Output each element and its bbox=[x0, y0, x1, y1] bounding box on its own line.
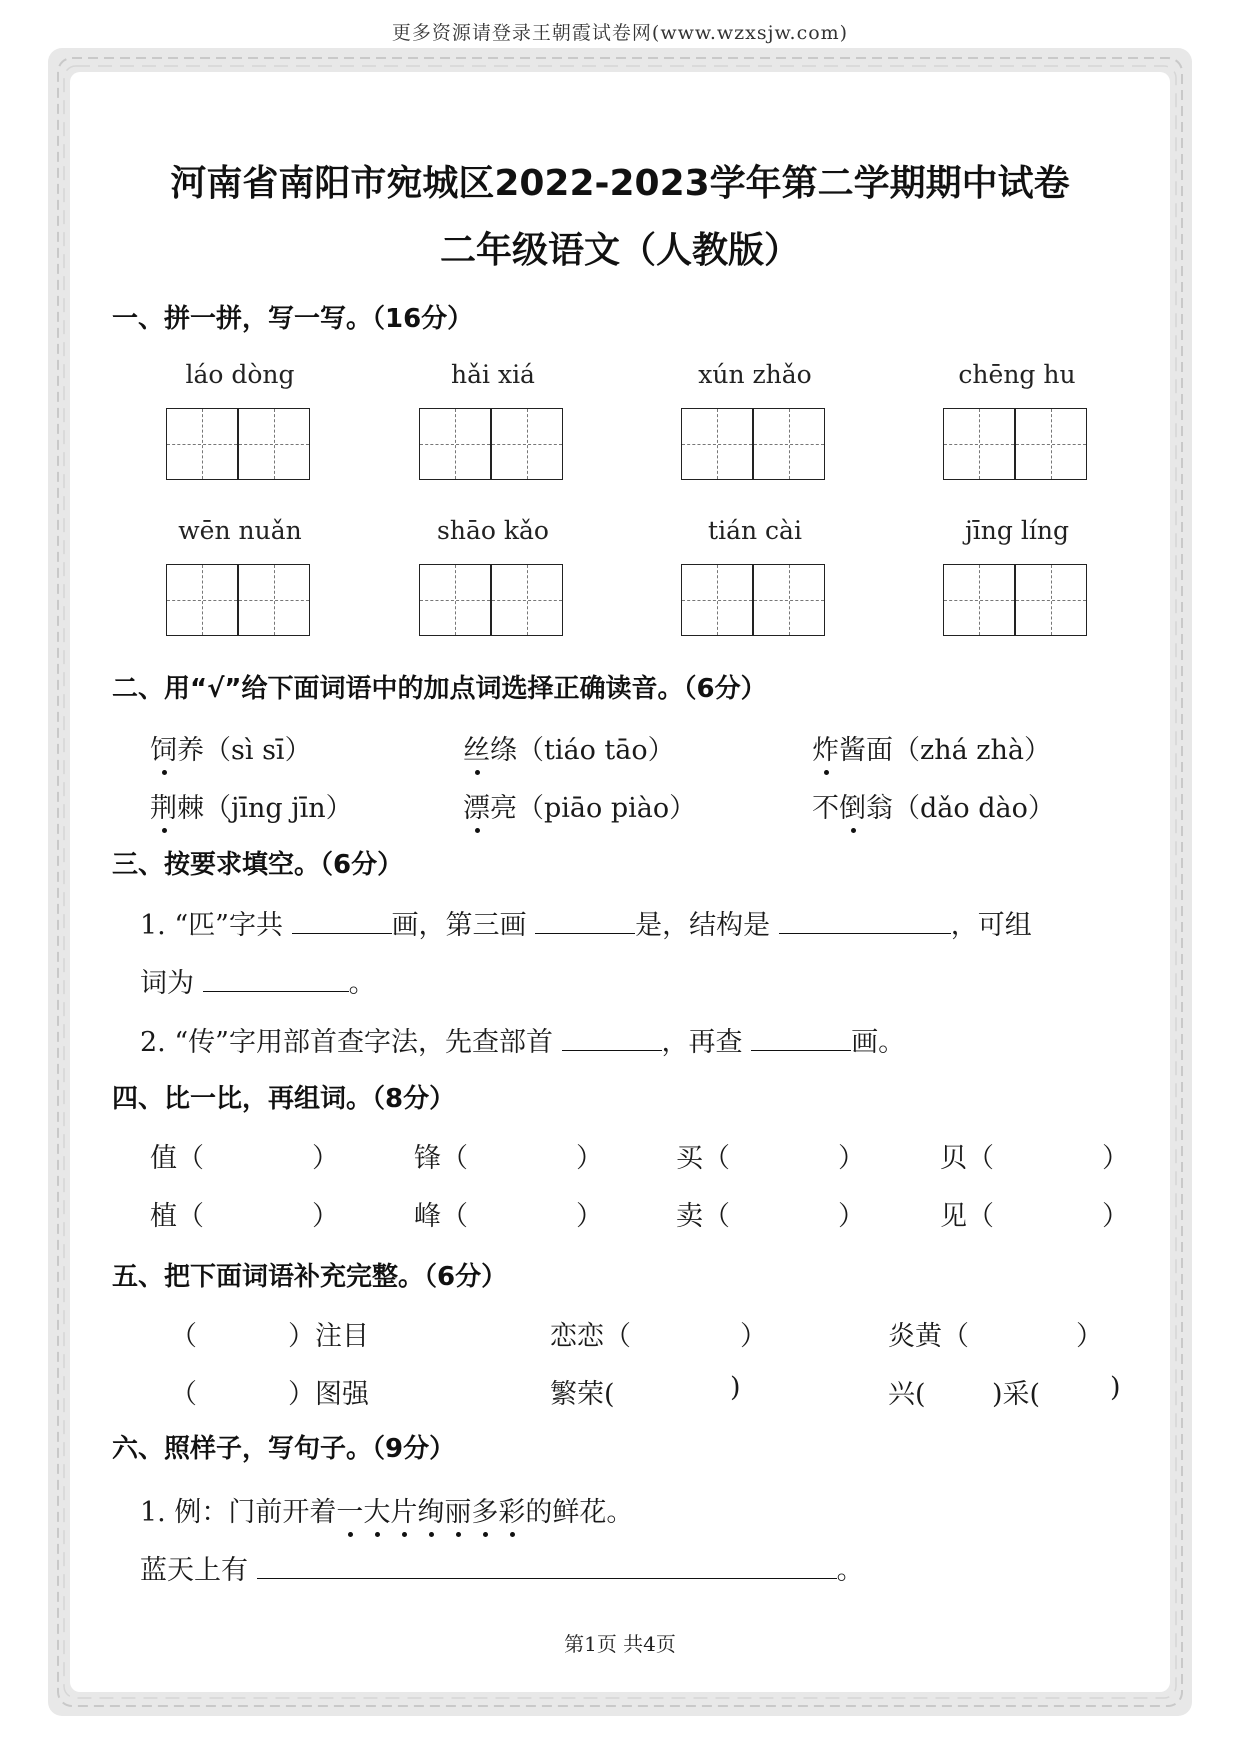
pinyin-label: jīng líng bbox=[965, 516, 1069, 545]
writing-grid[interactable] bbox=[419, 564, 565, 638]
compare-char: 值（ bbox=[150, 1143, 204, 1174]
compare-close: ） bbox=[312, 1143, 339, 1174]
exam-title: 河南省南阳市宛城区2022-2023学年第二学期期中试卷 bbox=[170, 163, 1070, 204]
sentence-prefix: 蓝天上有 bbox=[140, 1555, 248, 1586]
answer-blank[interactable] bbox=[203, 965, 349, 992]
dotted-char: 倒 bbox=[839, 786, 866, 825]
q1-text-c: 是，结构是 bbox=[635, 910, 771, 941]
answer-blank[interactable] bbox=[562, 1024, 662, 1051]
compare-item[interactable] bbox=[150, 1136, 204, 1175]
idiom-close: ) bbox=[1110, 1372, 1121, 1403]
dotted-char: 多 bbox=[471, 1490, 498, 1529]
idiom-text: ）图强 bbox=[288, 1379, 369, 1410]
compare-item[interactable] bbox=[414, 1194, 468, 1233]
pronunciation-options: 绦（tiáo tāo） bbox=[490, 735, 675, 766]
dotted-char: 漂 bbox=[463, 786, 490, 825]
writing-grid[interactable] bbox=[943, 564, 1089, 638]
example-suffix: 的鲜花。 bbox=[525, 1497, 634, 1528]
dotted-char: 彩 bbox=[498, 1490, 525, 1529]
dotted-char: 丝 bbox=[463, 728, 490, 767]
writing-grid[interactable] bbox=[681, 408, 827, 482]
site-banner: 更多资源请登录王朝霞试卷网(www.wzxsjw.com) bbox=[391, 22, 849, 44]
pinyin-label: wēn nuǎn bbox=[178, 516, 302, 545]
compare-item[interactable] bbox=[940, 1194, 994, 1233]
section2-heading: 二、用“√”给下面词语中的加点词选择正确读音。（6分） bbox=[112, 674, 767, 704]
answer-blank[interactable] bbox=[779, 907, 951, 934]
writing-grid[interactable] bbox=[681, 564, 827, 638]
pinyin-label: tián cài bbox=[708, 516, 802, 545]
exam-subtitle: 二年级语文（人教版） bbox=[439, 230, 800, 271]
q2-text-c: 画。 bbox=[851, 1027, 906, 1058]
compare-close: ） bbox=[838, 1201, 865, 1232]
fill-question-2 bbox=[140, 1020, 905, 1059]
q1-text-d: ，可组 bbox=[950, 910, 1032, 941]
dotted-char: 绚 bbox=[417, 1490, 444, 1529]
section3-heading: 三、按要求填空。（6分） bbox=[112, 850, 404, 880]
compare-char: 峰（ bbox=[414, 1201, 468, 1232]
answer-blank[interactable] bbox=[535, 907, 635, 934]
idiom-text[interactable]: 炎黄（ bbox=[888, 1321, 969, 1352]
pinyin-label: xún zhǎo bbox=[698, 360, 812, 389]
compare-item[interactable] bbox=[940, 1136, 994, 1175]
q1-text-a: 1. “匹”字共 bbox=[140, 910, 283, 941]
pinyin-label: hǎi xiá bbox=[451, 360, 535, 389]
pronunciation-options: 亮（piāo piào） bbox=[490, 793, 697, 824]
pronunciation-item[interactable] bbox=[150, 786, 353, 825]
section1-heading: 一、拼一拼，写一写。（16分） bbox=[112, 304, 474, 334]
compare-char: 锋（ bbox=[414, 1143, 468, 1174]
pronunciation-options: 棘（jīng jīn） bbox=[177, 793, 353, 824]
compare-item[interactable] bbox=[676, 1194, 730, 1233]
pronunciation-item[interactable] bbox=[463, 728, 675, 767]
pronunciation-item[interactable] bbox=[150, 728, 312, 767]
idiom-text[interactable]: 繁荣( bbox=[550, 1379, 615, 1410]
compare-item[interactable] bbox=[414, 1136, 468, 1175]
compare-char: 见（ bbox=[940, 1201, 994, 1232]
idiom-text[interactable]: 恋恋（ bbox=[550, 1321, 631, 1352]
idiom-text[interactable]: 兴( bbox=[888, 1379, 926, 1410]
sentence-suffix: 。 bbox=[836, 1555, 864, 1586]
idiom-close: ) bbox=[730, 1372, 741, 1403]
compare-close: ） bbox=[838, 1143, 865, 1174]
compare-close: ） bbox=[1102, 1201, 1129, 1232]
pronunciation-item[interactable] bbox=[812, 786, 1055, 825]
compare-char: 贝（ bbox=[940, 1143, 994, 1174]
dotted-char: 片 bbox=[390, 1490, 417, 1529]
pronunciation-options: 翁（dǎo dào） bbox=[866, 793, 1055, 824]
dotted-char: 一 bbox=[336, 1490, 363, 1529]
q1-text-f: 。 bbox=[348, 968, 376, 999]
compare-char: 买（ bbox=[676, 1143, 730, 1174]
idiom-close: ） bbox=[1076, 1321, 1103, 1352]
compare-item[interactable] bbox=[150, 1194, 204, 1233]
compare-close: ） bbox=[1102, 1143, 1129, 1174]
fill-question-1 bbox=[140, 903, 1032, 942]
section4-heading: 四、比一比，再组词。（8分） bbox=[112, 1084, 456, 1114]
compare-char: 卖（ bbox=[676, 1201, 730, 1232]
writing-grid[interactable] bbox=[166, 564, 312, 638]
compare-close: ） bbox=[576, 1201, 603, 1232]
page-footer: 第1页 共4页 bbox=[564, 1632, 676, 1656]
section5-heading: 五、把下面词语补充完整。（6分） bbox=[112, 1262, 508, 1292]
q2-text-b: ，再查 bbox=[661, 1027, 743, 1058]
dotted-char: 大 bbox=[363, 1490, 390, 1529]
example-sentence bbox=[140, 1490, 633, 1529]
idiom-open[interactable]: （ bbox=[170, 1379, 197, 1410]
idiom-text[interactable]: )采( bbox=[992, 1379, 1041, 1410]
idiom-open[interactable]: （ bbox=[170, 1321, 197, 1352]
idiom-text: ）注目 bbox=[288, 1321, 369, 1352]
q1-text-e: 词为 bbox=[140, 968, 194, 999]
example-prefix: 1. 例：门前开着 bbox=[140, 1497, 337, 1528]
pronunciation-item[interactable] bbox=[463, 786, 696, 825]
pinyin-label: láo dòng bbox=[185, 360, 295, 389]
pinyin-label: chēng hu bbox=[958, 360, 1076, 389]
pronunciation-item[interactable] bbox=[812, 728, 1051, 767]
plain-char: 不 bbox=[812, 793, 839, 824]
pronunciation-options: 养（sì sī） bbox=[177, 735, 312, 766]
compare-item[interactable] bbox=[676, 1136, 730, 1175]
answer-blank[interactable] bbox=[257, 1552, 837, 1579]
q1-text-b: 画，第三画 bbox=[391, 910, 527, 941]
answer-blank[interactable] bbox=[751, 1024, 851, 1051]
dotted-char: 饲 bbox=[150, 728, 177, 767]
pinyin-label: shāo kǎo bbox=[437, 516, 549, 545]
q2-text-a: 2. “传”字用部首查字法，先查部首 bbox=[140, 1027, 553, 1058]
dotted-char: 丽 bbox=[444, 1490, 471, 1529]
writing-grid[interactable] bbox=[943, 408, 1089, 482]
dotted-char: 荆 bbox=[150, 786, 177, 825]
dotted-char: 炸 bbox=[812, 728, 839, 767]
compare-char: 植（ bbox=[150, 1201, 204, 1232]
writing-grid[interactable] bbox=[419, 408, 565, 482]
compare-close: ） bbox=[576, 1143, 603, 1174]
idiom-close: ） bbox=[740, 1321, 767, 1352]
sentence-question bbox=[140, 1548, 864, 1587]
compare-close: ） bbox=[312, 1201, 339, 1232]
writing-grid[interactable] bbox=[166, 408, 312, 482]
fill-question-1-cont bbox=[140, 961, 376, 1000]
section6-heading: 六、照样子，写句子。（9分） bbox=[112, 1434, 456, 1464]
answer-blank[interactable] bbox=[292, 907, 392, 934]
pronunciation-options: 酱面（zhá zhà） bbox=[839, 735, 1052, 766]
